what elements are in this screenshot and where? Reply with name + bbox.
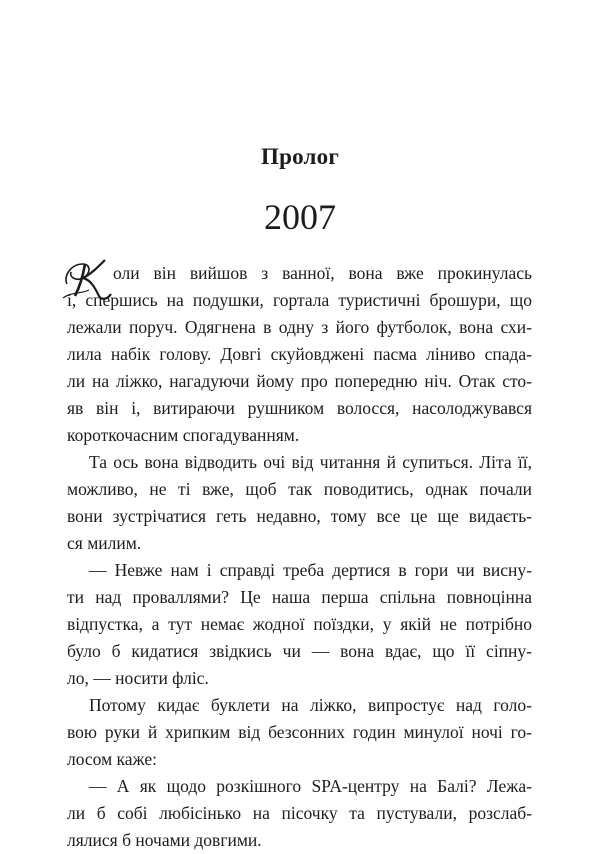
text-line: вою руки й хрипким від безсонних годин минулої ночі го- bbox=[67, 722, 532, 742]
text-line: ти над проваллями? Це наша перша спільна повноцінна bbox=[67, 587, 532, 607]
text-line: Та ось вона відводить очі від читання й супиться. Літа її, bbox=[89, 452, 532, 472]
drop-cap-flourish-icon bbox=[61, 254, 121, 302]
text-line: Потому кидає буклети на ліжко, випростує над голо- bbox=[89, 695, 532, 715]
text-line: і, спершись на подушки, гортала туристичні брошури, що bbox=[67, 290, 532, 310]
text-line: ли на ліжко, нагадуючи йому про попередню ніч. Отак сто- bbox=[67, 371, 532, 391]
text-line: лила набік голову. Довгі скуйовджені пасма ліниво спада- bbox=[67, 344, 532, 364]
text-line: короткочасним спогадуванням. bbox=[67, 425, 300, 445]
text-line: оли він вийшов з ванної, вона вже прокинулась bbox=[113, 263, 532, 283]
text-line: відпустка, а тут немає жодної поїздки, у якій не потрібно bbox=[67, 614, 532, 634]
text-line: — Невже нам і справді треба дертися в гори чи висну- bbox=[89, 560, 532, 580]
text-line: можливо, не ті вже, щоб так поводитись, однак почали bbox=[67, 479, 532, 499]
text-line: вони зустрічатися геть недавно, тому все це ще видаєть- bbox=[67, 506, 532, 526]
text-line: було б кидатися звідкись чи — вона вдає, що її сіпну- bbox=[67, 641, 532, 661]
text-line: — А як щодо розкішного SPA-центру на Балі? Лежа- bbox=[89, 776, 532, 796]
drop-cap bbox=[61, 254, 113, 298]
chapter-title: Пролог bbox=[261, 144, 339, 169]
text-line: ли б собі любісінько на пісочку та пустували, розслаб- bbox=[67, 803, 532, 823]
text-line: лосом каже: bbox=[67, 749, 158, 769]
chapter-year: 2007 bbox=[264, 197, 336, 237]
text-line: яв він і, витираючи рушником волосся, насолоджувався bbox=[67, 398, 532, 418]
text-line: ло, — носити фліс. bbox=[67, 668, 209, 688]
text-line: лежали поруч. Одягнена в одну з його футболок, вона схи- bbox=[67, 317, 532, 337]
text-line: ся милим. bbox=[67, 533, 142, 553]
text-line: лялися б ночами довгими. bbox=[67, 830, 262, 850]
body-text bbox=[67, 260, 532, 854]
